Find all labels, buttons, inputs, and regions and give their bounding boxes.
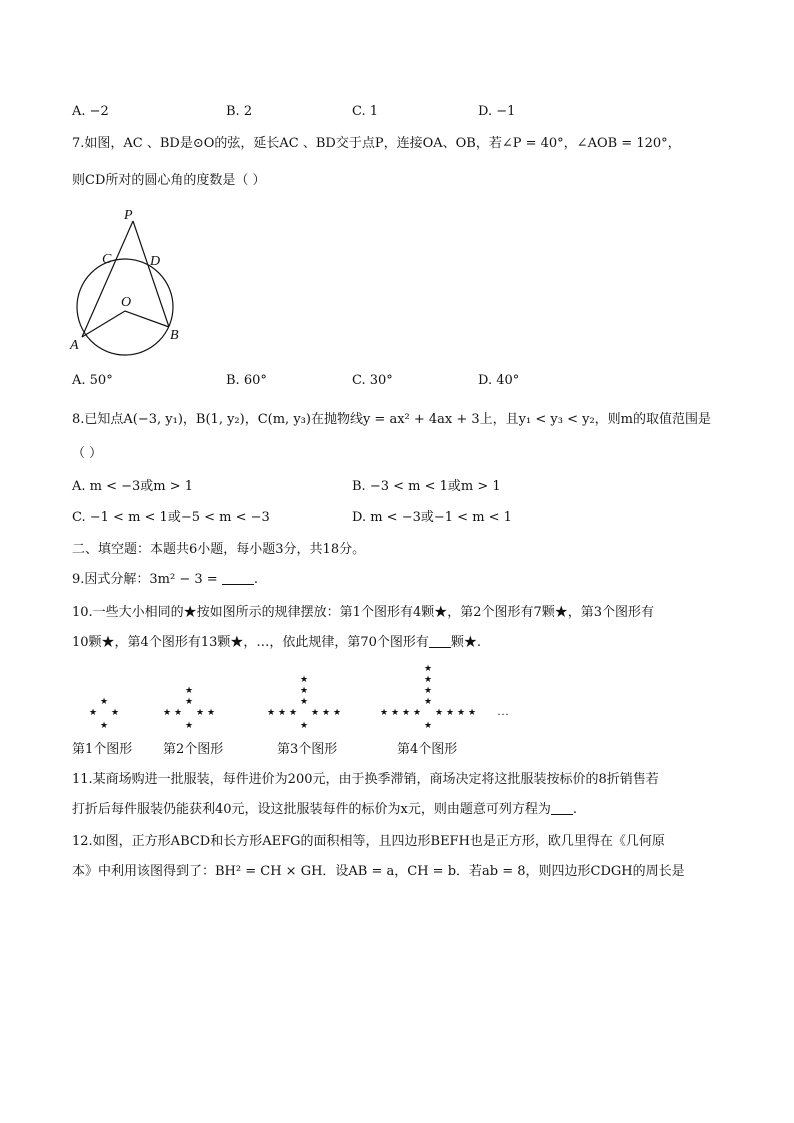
star-icon: ★: [278, 708, 287, 718]
q9-answer-blank[interactable]: [222, 570, 254, 585]
caption-figure-4: 第4个图形: [397, 742, 458, 757]
segment-ob: [125, 311, 169, 327]
q11-answer-blank[interactable]: [551, 800, 573, 815]
segment-oa: [82, 311, 125, 337]
q10-answer-blank[interactable]: [429, 633, 451, 648]
q7-option-d: D. 40°: [478, 373, 520, 388]
star-icon: ★: [100, 697, 109, 707]
segment-pb: [133, 221, 169, 327]
star-icon: ★: [300, 686, 309, 696]
star-icon: ★: [424, 697, 433, 707]
figure-1-stars: [89, 697, 119, 731]
q7-option-c: C. 30°: [352, 373, 393, 388]
section-2-title: 二、填空题：本题共6小题，每小题3分，共18分。: [72, 542, 366, 557]
star-icon: ★: [424, 721, 433, 731]
star-icon: ★: [300, 675, 309, 685]
star-icon: ★: [185, 686, 194, 696]
q7-option-a: A. 50°: [72, 373, 113, 388]
q8-option-d: D. m < −3或−1 < m < 1: [352, 510, 512, 525]
q8-option-b: B. −3 < m < 1或m > 1: [352, 479, 501, 494]
star-icon: ★: [402, 708, 411, 718]
q10-star-pattern-figure: [72, 658, 532, 738]
star-icon: ★: [289, 708, 298, 718]
star-icon: ★: [207, 708, 216, 718]
q7-option-b: B. 60°: [226, 373, 267, 388]
star-icon: ★: [413, 708, 422, 718]
q10-stem-line1: 10.一些大小相同的★按如图所示的规律摆放：第1个图形有4颗★，第2个图形有7颗★，第3个图形有: [72, 605, 655, 620]
figure-4-stars: [380, 664, 476, 731]
q9-end: .: [253, 572, 258, 587]
star-icon: ★: [468, 708, 477, 718]
q11-stem-line1: 11.某商场购进一批服装，每件进价为200元，由于换季滞销，商场决定将这批服装按标价的8折销售若: [72, 772, 659, 787]
figure-3-stars: [267, 675, 341, 731]
q8-option-c: C. −1 < m < 1或−5 < m < −3: [72, 510, 270, 525]
q12-stem-line2: 本》中利用该图得到了：BH² = CH × GH．设AB = a，CH = b．若ab = 8，则四边形CDGH的周长是: [72, 864, 685, 879]
q8-stem-line2: （ ）: [72, 446, 103, 461]
star-icon: ★: [196, 708, 205, 718]
star-icon: ★: [322, 708, 331, 718]
q6-option-d: D. −1: [478, 104, 516, 119]
star-icon: ★: [424, 664, 433, 674]
q10-stem-line2: [72, 633, 481, 653]
star-icon: ★: [300, 721, 309, 731]
star-icon: ★: [163, 708, 172, 718]
q6-option-c: C. 1: [352, 104, 379, 119]
star-icon: ★: [391, 708, 400, 718]
star-icon: ★: [185, 697, 194, 707]
star-icon: ★: [457, 708, 466, 718]
label-b: B: [170, 328, 179, 343]
q7-circle-figure: [66, 204, 196, 356]
label-d: D: [150, 254, 161, 269]
star-icon: ★: [300, 697, 309, 707]
segment-pa: [82, 221, 133, 337]
star-icon: ★: [435, 708, 444, 718]
label-c: C: [102, 252, 112, 267]
q12-stem-line1: 12.如图，正方形ABCD和长方形AEFG的面积相等，且四边形BEFH也是正方形，欧几里得在《几何原: [72, 834, 665, 849]
caption-figure-1: 第1个图形: [72, 742, 133, 757]
label-a: A: [70, 338, 79, 353]
q8-stem-line1: 8.已知点A(−3, y₁)，B(1, y₂)，C(m, y₃)在抛物线y = ax² + 4ax + 3上，且y₁ < y₃ < y₂，则m的取值范围是: [72, 412, 711, 427]
star-icon: ★: [89, 708, 98, 718]
label-o: O: [121, 295, 132, 310]
star-icon: ★: [424, 686, 433, 696]
label-p: P: [124, 208, 133, 223]
star-icon: ★: [111, 708, 120, 718]
star-icon: ★: [174, 708, 183, 718]
star-icon: ★: [424, 675, 433, 685]
q6-option-b: B. 2: [226, 104, 253, 119]
q9-stem-text: 9.因式分解：3m² − 3 =: [72, 572, 222, 587]
q9-stem: [72, 570, 258, 590]
q11-stem-line2: [72, 800, 577, 820]
figure-2-stars: [163, 686, 215, 731]
caption-figure-3: 第3个图形: [277, 742, 338, 757]
q11-stem-line2-text: 打折后每件服装仍能获利40元，设这批服装每件的标价为x元，则由题意可列方程为: [72, 802, 551, 817]
star-icon: ★: [333, 708, 342, 718]
star-icon: ★: [446, 708, 455, 718]
q6-option-a: A. −2: [72, 104, 109, 119]
pattern-ellipsis: …: [497, 704, 509, 718]
q11-end: .: [572, 802, 578, 817]
star-icon: ★: [311, 708, 320, 718]
star-icon: ★: [185, 721, 194, 731]
q8-option-a: A. m < −3或m > 1: [72, 479, 194, 494]
star-icon: ★: [100, 721, 109, 731]
star-icon: ★: [267, 708, 276, 718]
caption-figure-2: 第2个图形: [163, 742, 224, 757]
q10-stem-line2-b: 颗★.: [450, 635, 482, 650]
q7-stem-line1: 7.如图，AC 、BD是⊙O的弦，延长AC 、BD交于点P，连接OA、OB，若∠P = 40°，∠AOB = 120°，: [72, 136, 681, 151]
q7-stem-line2: 则CD所对的圆心角的度数是（ ）: [72, 173, 266, 188]
q10-stem-line2-a: 10颗★，第4个图形有13颗★，…，依此规律，第70个图形有: [72, 635, 429, 650]
star-icon: ★: [380, 708, 389, 718]
